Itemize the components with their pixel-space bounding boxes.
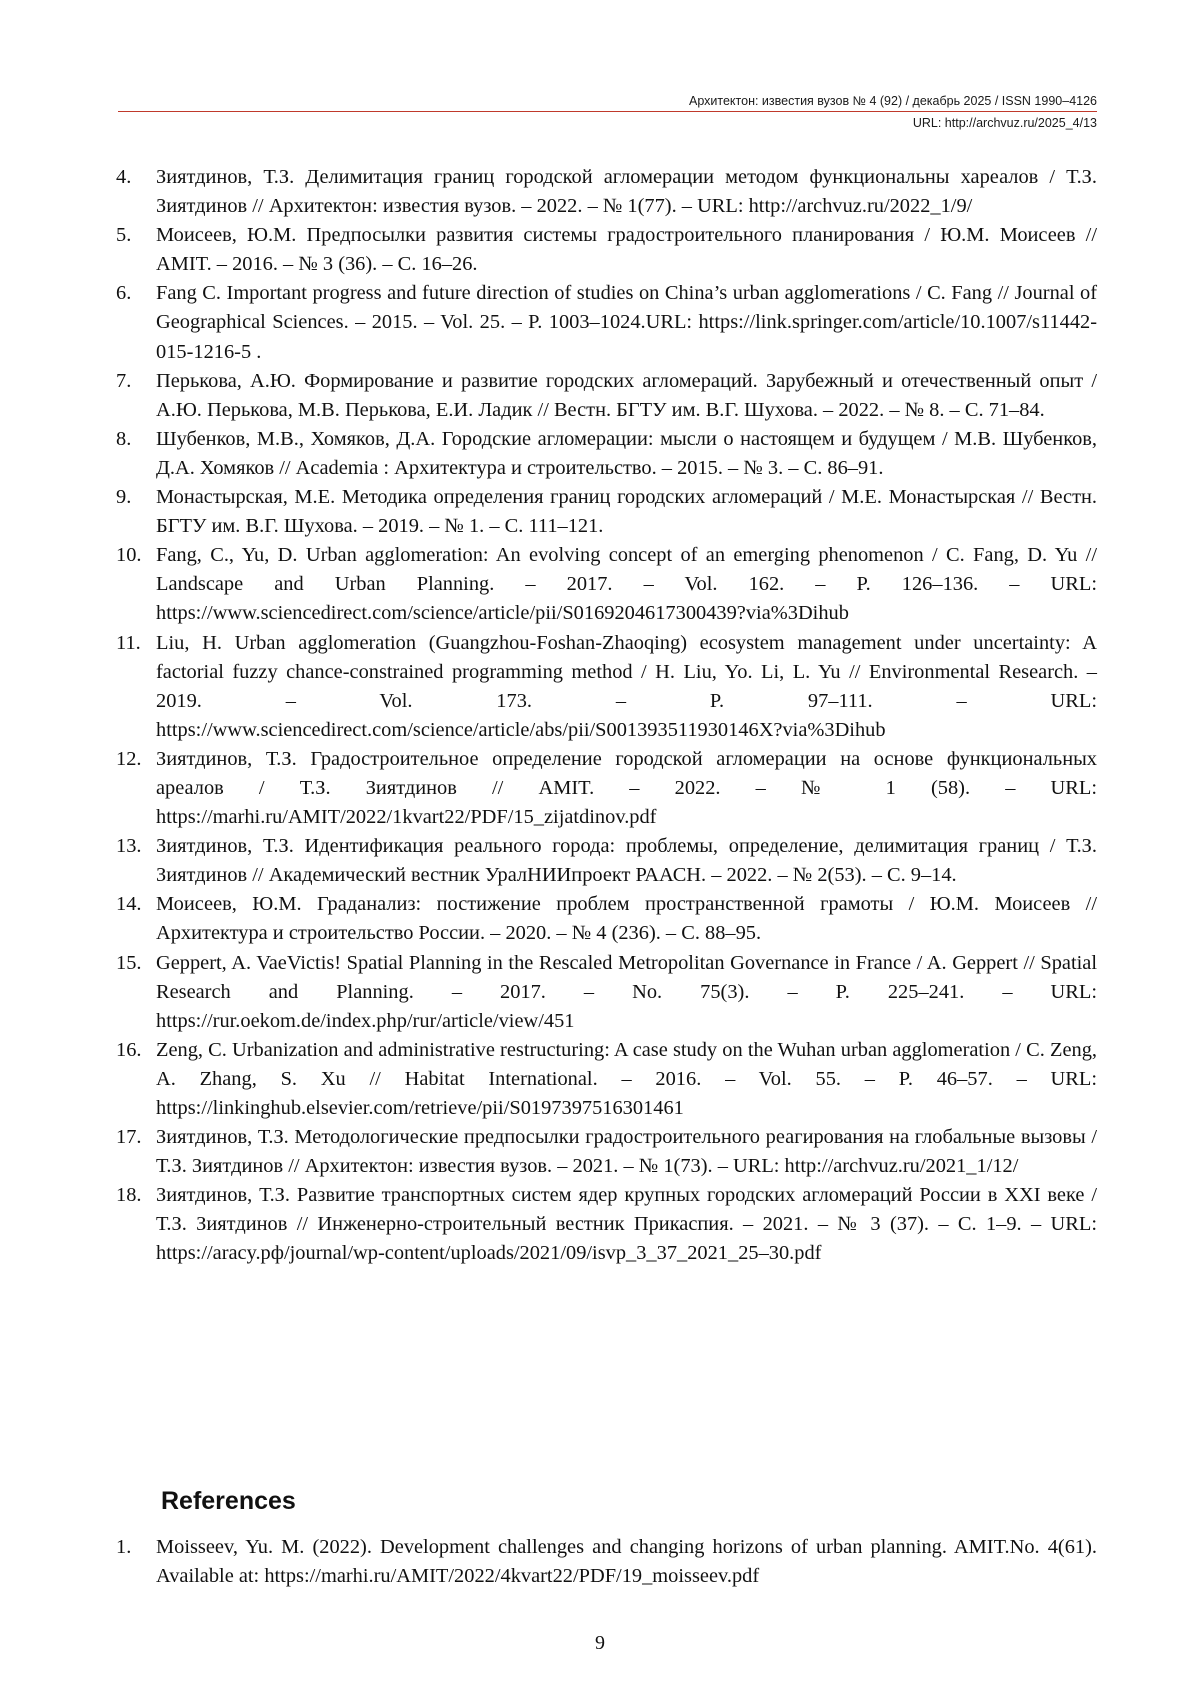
reference-item bbox=[116, 483, 1097, 541]
reference-number: 1. bbox=[116, 1536, 132, 1558]
reference-item bbox=[116, 221, 1097, 279]
reference-text: Зиятдинов, Т.З. Градостроительное определение городской агломерации на основе функциональных ареалов / Т.З. Зиятдинов // AMIT. – 2022. – № 1 (58). – URL: https://marhi.ru/AMIT/2022/1kvart22/PDF/15_zijatdinov.pdf bbox=[156, 747, 1097, 829]
reference-text: Моисеев, Ю.М. Предпосылки развития системы градостроительного планирования / Ю.М. Моисеев // AMIT. – 2016. – № 3 (36). – С. 16–26. bbox=[156, 224, 1097, 276]
reference-number: 6. bbox=[116, 282, 132, 305]
reference-text: Moisseev, Yu. M. (2022). Development challenges and changing horizons of urban planning. AMIT.No. 4(61). Available at: https://marhi.ru/AMIT/2022/4kvart22/PDF/19_moisseev.pdf bbox=[156, 1536, 1097, 1588]
reference-number: 8. bbox=[116, 427, 132, 450]
reference-number: 5. bbox=[116, 224, 132, 247]
reference-number: 4. bbox=[116, 166, 132, 188]
reference-item bbox=[116, 163, 1097, 221]
reference-number: 12. bbox=[116, 747, 142, 770]
reference-item bbox=[116, 279, 1097, 366]
reference-item bbox=[116, 541, 1097, 628]
reference-number: 15. bbox=[116, 951, 142, 974]
reference-text: Монастырская, М.Е. Методика определения границ городских агломераций / М.Е. Монастырская // Вестн. БГТУ им. В.Г. Шухова. – 2019. – № 1. – С. 111–121. bbox=[156, 486, 1097, 538]
reference-number: 9. bbox=[116, 486, 132, 509]
reference-number: 17. bbox=[116, 1126, 142, 1149]
reference-text: Fang C. Important progress and future direction of studies on China’s urban agglomerations / C. Fang // Journal of Geographical Sciences. – 2015. – Vol. 25. – P. 1003–1024.URL: https://link.springer.com/article/10.1007/s11442-015-1216-5 . bbox=[156, 282, 1097, 363]
references-heading: References bbox=[161, 1487, 296, 1515]
reference-item bbox=[116, 832, 1097, 890]
reference-item bbox=[116, 949, 1097, 1036]
reference-text: Geppert, A. VaeVictis! Spatial Planning in the Rescaled Metropolitan Governance in France / A. Geppert // Spatial Research and Planning. – 2017. – No. 75(3). – P. 225–241. – URL: https://rur.oekom.de/index.php/rur/article/view/451 bbox=[156, 951, 1097, 1032]
reference-text: Зиятдинов, Т.З. Развитие транспортных систем ядер крупных городских агломераций России в XXI веке / Т.З. Зиятдинов // Инженерно-строительный вестник Прикаспия. – 2021. – № 3 (37). – С. 1–9. – URL: https://aracy.рф/journal/wp-content/uploads/2021/09/isvp_3_37_2021_25–30.pdf bbox=[156, 1184, 1097, 1265]
reference-text: Зиятдинов, Т.З. Методологические предпосылки градостроительного реагирования на глобальные вызовы / Т.З. Зиятдинов // Архитектон: известия вузов. – 2021. – № 1(73). – URL: http://archvuz.ru/2021_1/12/ bbox=[156, 1126, 1097, 1178]
article-url: URL: http://archvuz.ru/2025_4/13 bbox=[912, 116, 1097, 130]
reference-item bbox=[116, 1036, 1097, 1123]
reference-item bbox=[116, 1123, 1097, 1181]
reference-item bbox=[116, 629, 1097, 745]
reference-item bbox=[116, 745, 1097, 832]
reference-text: Шубенков, М.В., Хомяков, Д.А. Городские агломерации: мысли о настоящем и будущем / М.В. Шубенков, Д.А. Хомяков // Academia : Архитектура и строительство. – 2015. – № 3. – С. 86–91. bbox=[156, 427, 1097, 479]
reference-text: Zeng, C. Urbanization and administrative restructuring: A case study on the Wuhan urban agglomeration / C. Zeng, A. Zhang, S. Xu // Habitat International. – 2016. – Vol. 55. – P. 46–57. – URL: https://linkinghub.elsevier.com/retrieve/pii/S0197397516301461 bbox=[156, 1038, 1097, 1119]
reference-text: Моисеев, Ю.М. Граданализ: постижение проблем пространственной грамоты / Ю.М. Моисеев // Архитектура и строительство России. – 2020. – № 4 (236). – С. 88–95. bbox=[156, 893, 1097, 945]
reference-item bbox=[116, 890, 1097, 948]
running-header bbox=[118, 92, 1097, 132]
reference-item bbox=[116, 1181, 1097, 1268]
reference-number: 13. bbox=[116, 835, 142, 858]
reference-list-english bbox=[116, 1533, 1097, 1591]
reference-item bbox=[116, 367, 1097, 425]
reference-item bbox=[116, 1533, 1097, 1591]
reference-number: 18. bbox=[116, 1184, 142, 1207]
page-number: 9 bbox=[595, 1632, 605, 1654]
journal-info: Архитектон: известия вузов № 4 (92) / декабрь 2025 / ISSN 1990–4126 bbox=[689, 94, 1097, 108]
reference-text: Зиятдинов, Т.З. Делимитация границ городской агломерации методом функциональны хареалов / Т.З. Зиятдинов // Архитектон: известия вузов. – 2022. – № 1(77). – URL: http://archvuz.ru/2022_1/9/ bbox=[156, 166, 1097, 218]
reference-text: Зиятдинов, Т.З. Идентификация реального города: проблемы, определение, делимитация границ / Т.З. Зиятдинов // Академический вестник УралНИИпроект РААСН. – 2022. – № 2(53). – С. 9–14. bbox=[156, 835, 1097, 887]
reference-number: 11. bbox=[116, 631, 141, 654]
reference-number: 10. bbox=[116, 544, 142, 567]
reference-item bbox=[116, 425, 1097, 483]
reference-text: Перькова, А.Ю. Формирование и развитие городских агломераций. Зарубежный и отечественный опыт / А.Ю. Перькова, М.В. Перькова, Е.И. Ладик // Вестн. БГТУ им. В.Г. Шухова. – 2022. – № 8. – С. 71–84. bbox=[156, 369, 1097, 421]
reference-number: 14. bbox=[116, 893, 142, 916]
reference-text: Fang, C., Yu, D. Urban agglomeration: An evolving concept of an emerging phenomenon / C. Fang, D. Yu // Landscape and Urban Planning. – 2017. – Vol. 162. – P. 126–136. – URL: https://www.sciencedirect.com/science/article/pii/S0169204617300439?via%3Dihub bbox=[156, 544, 1097, 625]
reference-list-russian bbox=[116, 163, 1097, 1269]
reference-text: Liu, H. Urban agglomeration (Guangzhou-Foshan-Zhaoqing) ecosystem management under uncertainty: A factorial fuzzy chance-constrained programming method / H. Liu, Yo. Li, L. Yu // Environmental Research. – 2019. – Vol. 173. – P. 97–111. – URL: https://www.sciencedirect.com/science/article/abs/pii/S001393511930146X?via%3Dihub bbox=[156, 631, 1097, 741]
reference-number: 7. bbox=[116, 369, 132, 392]
reference-number: 16. bbox=[116, 1038, 142, 1061]
header-divider bbox=[118, 111, 1097, 112]
